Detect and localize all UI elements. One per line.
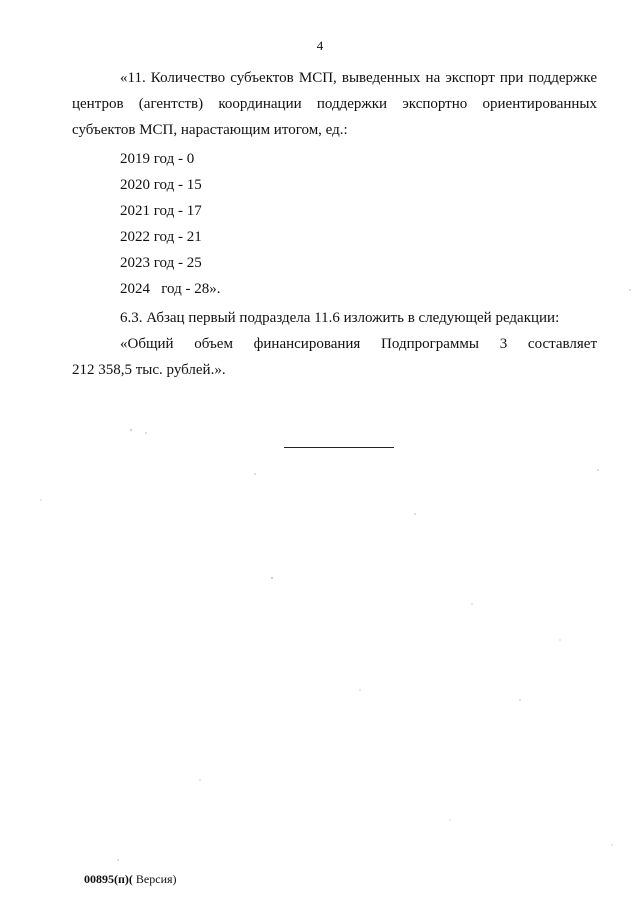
list-item: 2022 год - 21 — [120, 229, 202, 245]
page-number: 4 — [316, 38, 324, 53]
list-item: 2024 год - 28». — [120, 281, 221, 297]
list-item: 2020 год - 15 — [120, 177, 202, 193]
document-version-label: Версия) — [132, 872, 177, 886]
financing-line-1: «Общий объем финансирования Подпрограммы 3 составляет — [120, 336, 597, 352]
list-item: 2021 год - 17 — [120, 203, 202, 219]
document-code — [84, 872, 177, 887]
list-item: 2023 год - 25 — [120, 255, 202, 271]
document-code-number: 00895(п)( — [84, 872, 133, 886]
list-item: 2019 год - 0 — [120, 151, 195, 167]
paragraph-export-indicator: «11. Количество субъектов МСП, выведенных на экспорт при поддержке центров (агентств) координации поддержки экспортно ориентированных субъектов МСП, нарастающим итогом, ед.: — [72, 70, 597, 138]
paragraph-amendment-6-3: 6.3. Абзац первый подраздела 11.6 изложить в следующей редакции: — [120, 310, 560, 326]
end-divider-line — [284, 447, 394, 448]
financing-line-2: 212 358,5 тыс. рублей.». — [72, 362, 226, 378]
year-values-list — [120, 146, 220, 302]
paragraph-financing — [72, 331, 597, 383]
